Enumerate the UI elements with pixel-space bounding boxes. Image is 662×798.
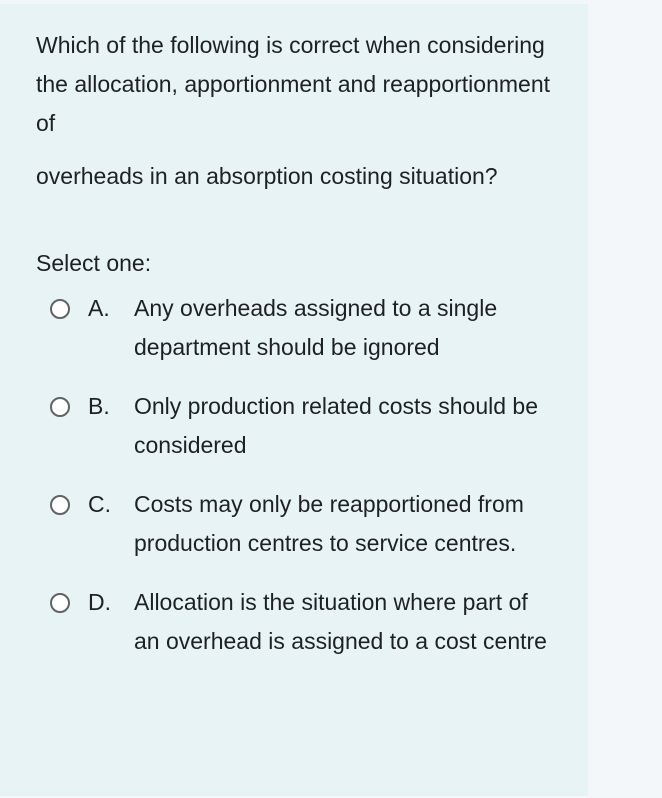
- answer-letter-d: D.: [88, 589, 111, 615]
- question-text-part-2: overheads in an absorption costing situation?: [36, 163, 498, 189]
- question-text-part-1: Which of the following is correct when considering the allocation, apportionment and reapportionment of: [36, 32, 551, 136]
- answer-text-d: Allocation is the situation where part of an overhead is assigned to a cost centre: [134, 589, 547, 654]
- answer-option-b[interactable]: [36, 387, 568, 465]
- question-text: [36, 26, 568, 196]
- radio-button-c[interactable]: [50, 495, 70, 515]
- answer-option-a[interactable]: [36, 289, 568, 367]
- answer-letter-b: B.: [88, 393, 110, 419]
- answer-text-c: Costs may only be reapportioned from production centres to service centres.: [134, 491, 524, 556]
- answer-letter-a: A.: [88, 295, 110, 321]
- answer-text-a: Any overheads assigned to a single department should be ignored: [134, 295, 498, 360]
- radio-button-a[interactable]: [50, 299, 70, 319]
- answer-option-d[interactable]: [36, 583, 568, 661]
- radio-button-d[interactable]: [50, 593, 70, 613]
- question-panel: [0, 4, 588, 796]
- answer-list: [36, 289, 568, 661]
- answer-option-c[interactable]: [36, 485, 568, 563]
- select-one-prompt: Select one:: [36, 250, 152, 276]
- answer-text-b: Only production related costs should be considered: [134, 393, 539, 458]
- radio-button-b[interactable]: [50, 397, 70, 417]
- answer-letter-c: C.: [88, 491, 111, 517]
